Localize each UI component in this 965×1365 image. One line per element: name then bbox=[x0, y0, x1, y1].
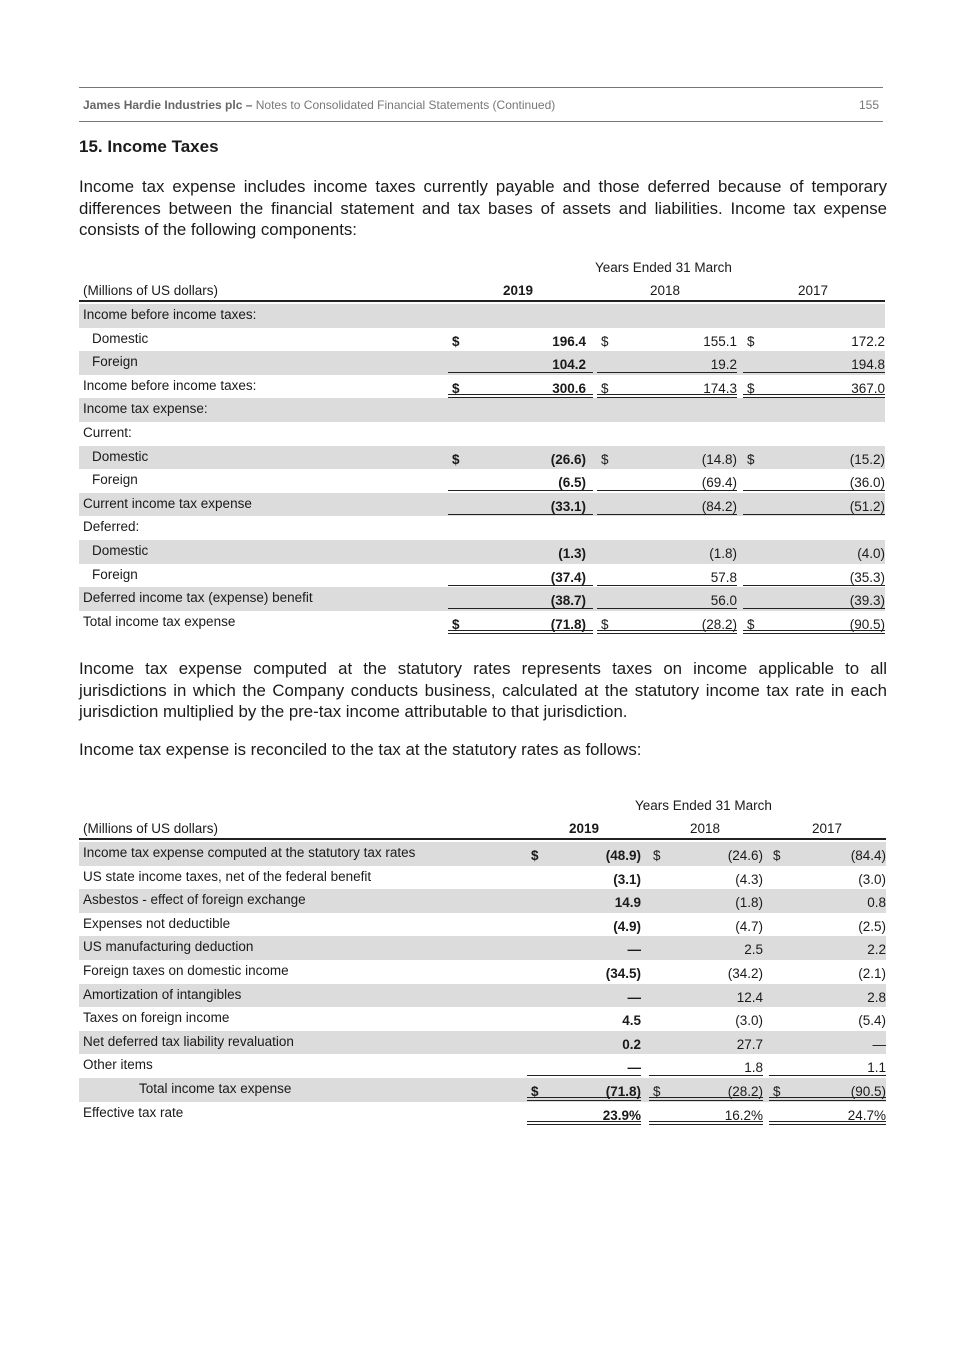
table-row bbox=[79, 493, 885, 517]
cell-value: (3.0) bbox=[858, 871, 886, 887]
year-header: 2019 bbox=[569, 821, 600, 836]
value-cell bbox=[743, 564, 885, 586]
value-cell bbox=[597, 351, 737, 373]
value-cell bbox=[527, 1078, 641, 1101]
value-cell bbox=[649, 984, 763, 1005]
row-label: Current: bbox=[83, 425, 132, 440]
value-cell bbox=[649, 1031, 763, 1052]
value-cell bbox=[527, 984, 641, 1005]
currency-symbol: $ bbox=[773, 1084, 781, 1099]
value-cell bbox=[597, 375, 737, 398]
row-label: Other items bbox=[83, 1057, 153, 1073]
cell-value: (90.5) bbox=[850, 1084, 886, 1099]
cell-value: 0.8 bbox=[867, 895, 886, 911]
row-label: Domestic bbox=[92, 543, 149, 558]
table-row bbox=[79, 304, 885, 328]
cell-value: 19.2 bbox=[710, 357, 737, 373]
table-row bbox=[79, 398, 885, 422]
row-label: Deferred: bbox=[83, 519, 140, 535]
value-cell bbox=[743, 351, 885, 373]
value-cell bbox=[527, 1102, 641, 1125]
period-label: Years Ended 31 March bbox=[595, 260, 732, 275]
cell-value: 194.8 bbox=[851, 357, 885, 373]
currency-symbol: $ bbox=[601, 451, 609, 467]
cell-value: 172.2 bbox=[851, 333, 885, 349]
cell-value: (28.2) bbox=[727, 1084, 763, 1099]
currency-symbol: $ bbox=[452, 333, 460, 349]
table-row bbox=[79, 984, 886, 1008]
table-row bbox=[79, 540, 885, 564]
value-cell bbox=[597, 493, 737, 515]
cell-value: 2.5 bbox=[744, 942, 763, 958]
currency-symbol: $ bbox=[452, 451, 460, 467]
value-cell bbox=[743, 540, 885, 561]
page-number: 155 bbox=[858, 98, 879, 112]
currency-symbol: $ bbox=[452, 616, 460, 632]
value-cell bbox=[743, 587, 885, 609]
value-cell bbox=[527, 1031, 641, 1052]
row-label: Taxes on foreign income bbox=[83, 1010, 230, 1026]
row-label: Expenses not deductible bbox=[83, 915, 231, 931]
row-label: Foreign bbox=[92, 354, 138, 370]
row-label: Income tax expense computed at the statutory tax rates bbox=[83, 845, 416, 860]
cell-value: — bbox=[627, 1060, 641, 1076]
table-row bbox=[79, 842, 886, 866]
year-header: 2018 bbox=[690, 821, 721, 836]
currency-symbol: $ bbox=[531, 1084, 539, 1099]
value-cell bbox=[597, 587, 737, 609]
row-label: Domestic bbox=[92, 330, 149, 346]
row-label: Foreign bbox=[92, 472, 138, 488]
table-row bbox=[79, 564, 885, 588]
value-cell bbox=[769, 960, 886, 981]
cell-value: (71.8) bbox=[550, 616, 586, 632]
cell-value: (71.8) bbox=[605, 1084, 641, 1099]
row-label: Asbestos - effect of foreign exchange bbox=[83, 892, 306, 908]
value-cell bbox=[448, 469, 593, 491]
cell-value: (84.4) bbox=[850, 848, 886, 863]
units-label: (Millions of US dollars) bbox=[83, 283, 219, 298]
header-company: James Hardie Industries plc – bbox=[83, 98, 253, 112]
value-cell bbox=[527, 936, 641, 957]
currency-symbol: $ bbox=[747, 616, 755, 632]
cell-value: (24.6) bbox=[727, 848, 763, 863]
row-label: US manufacturing deduction bbox=[83, 939, 254, 955]
cell-value: (35.3) bbox=[849, 569, 885, 585]
table-row bbox=[79, 469, 885, 493]
value-cell bbox=[769, 1054, 886, 1076]
table-row bbox=[79, 913, 886, 937]
row-label: Domestic bbox=[92, 448, 149, 464]
row-label: Total income tax expense bbox=[83, 613, 236, 629]
value-cell bbox=[649, 936, 763, 957]
row-label: Total income tax expense bbox=[139, 1081, 292, 1096]
cell-value: 174.3 bbox=[703, 380, 737, 396]
table-row bbox=[79, 1102, 886, 1126]
table-row bbox=[79, 516, 885, 540]
value-cell bbox=[597, 611, 737, 634]
value-cell bbox=[448, 540, 593, 561]
value-cell bbox=[527, 842, 641, 863]
value-cell bbox=[448, 587, 593, 609]
cell-value: (2.5) bbox=[858, 918, 886, 934]
cell-value: (15.2) bbox=[849, 451, 885, 467]
cell-value: 23.9% bbox=[602, 1107, 641, 1123]
currency-symbol: $ bbox=[601, 616, 609, 632]
column-header-row bbox=[79, 818, 886, 840]
currency-symbol: $ bbox=[531, 848, 539, 863]
cell-value: (3.0) bbox=[735, 1013, 763, 1029]
cell-value: (36.0) bbox=[849, 475, 885, 491]
table-row bbox=[79, 866, 886, 890]
cell-value: (84.2) bbox=[701, 498, 737, 514]
row-label: Net deferred tax liability revaluation bbox=[83, 1033, 294, 1049]
year-header: 2019 bbox=[503, 283, 534, 298]
value-cell bbox=[527, 913, 641, 934]
column-header-row bbox=[79, 280, 885, 302]
cell-value: 27.7 bbox=[736, 1036, 763, 1052]
cell-value: (33.1) bbox=[550, 498, 586, 514]
currency-symbol: $ bbox=[773, 848, 781, 863]
cell-value: (4.0) bbox=[857, 546, 885, 561]
cell-value: (4.7) bbox=[735, 918, 763, 934]
cell-value: 1.1 bbox=[867, 1060, 886, 1076]
cell-value: (4.3) bbox=[735, 871, 763, 887]
cell-value: 104.2 bbox=[552, 357, 586, 373]
value-cell bbox=[769, 984, 886, 1005]
year-header: 2017 bbox=[798, 283, 829, 298]
value-cell bbox=[597, 328, 737, 349]
value-cell bbox=[527, 866, 641, 887]
currency-symbol: $ bbox=[747, 451, 755, 467]
cell-value: 155.1 bbox=[703, 333, 737, 349]
cell-value: (38.7) bbox=[550, 593, 586, 609]
cell-value: 367.0 bbox=[851, 380, 885, 396]
cell-value: 2.2 bbox=[867, 942, 886, 958]
table-row bbox=[79, 375, 885, 399]
value-cell bbox=[649, 960, 763, 981]
value-cell bbox=[743, 611, 885, 634]
section-title: 15. Income Taxes bbox=[79, 137, 219, 156]
value-cell bbox=[649, 842, 763, 863]
cell-value: (26.6) bbox=[550, 451, 586, 467]
value-cell bbox=[448, 564, 593, 586]
row-label: Foreign taxes on domestic income bbox=[83, 963, 289, 978]
table-row bbox=[79, 587, 885, 611]
table-row bbox=[79, 1054, 886, 1078]
row-label: Current income tax expense bbox=[83, 495, 252, 511]
cell-value: — bbox=[627, 989, 641, 1005]
table-row bbox=[79, 960, 886, 984]
value-cell bbox=[649, 1007, 763, 1028]
cell-value: 196.4 bbox=[552, 333, 586, 349]
table-row bbox=[79, 936, 886, 960]
statutory-rate-paragraph: Income tax expense computed at the statutory rates represents taxes on income applicable to all jurisdictions in which the Company conducts business, calculated at the statutory income tax rate in each jurisdiction multiplied by the pre-tax income attributable to that jurisdiction. bbox=[79, 659, 887, 721]
value-cell bbox=[649, 866, 763, 887]
table-row bbox=[79, 1078, 886, 1102]
cell-value: (39.3) bbox=[849, 593, 885, 609]
reconciliation-intro: Income tax expense is reconciled to the tax at the statutory rates as follows: bbox=[79, 740, 642, 759]
cell-value: — bbox=[872, 1036, 886, 1052]
value-cell bbox=[527, 889, 641, 910]
cell-value: 12.4 bbox=[736, 989, 763, 1005]
value-cell bbox=[769, 889, 886, 910]
cell-value: 0.2 bbox=[622, 1036, 641, 1052]
cell-value: (1.8) bbox=[735, 895, 763, 911]
year-header: 2017 bbox=[812, 821, 843, 836]
cell-value: 2.8 bbox=[867, 989, 886, 1005]
table-row bbox=[79, 889, 886, 913]
value-cell bbox=[743, 375, 885, 398]
value-cell bbox=[448, 493, 593, 515]
cell-value: — bbox=[627, 942, 641, 958]
value-cell bbox=[649, 889, 763, 910]
value-cell bbox=[743, 493, 885, 515]
cell-value: (34.5) bbox=[605, 966, 641, 981]
value-cell bbox=[527, 960, 641, 981]
header-subtitle: Notes to Consolidated Financial Statements (Continued) bbox=[255, 98, 556, 112]
cell-value: (37.4) bbox=[550, 569, 586, 585]
cell-value: (34.2) bbox=[727, 966, 763, 981]
value-cell bbox=[649, 1078, 763, 1101]
intro-paragraph: Income tax expense includes income taxes currently payable and those deferred because of temporary differences between the financial statement and tax bases of assets and liabilities. Income tax expense consists of the following components: bbox=[79, 177, 887, 239]
currency-symbol: $ bbox=[601, 333, 609, 349]
currency-symbol: $ bbox=[747, 380, 755, 396]
currency-symbol: $ bbox=[653, 848, 661, 863]
running-header bbox=[79, 87, 883, 122]
value-cell bbox=[769, 1031, 886, 1052]
value-cell bbox=[743, 328, 885, 349]
row-label: Income before income taxes: bbox=[83, 307, 257, 322]
cell-value: (5.4) bbox=[858, 1013, 886, 1029]
value-cell bbox=[743, 469, 885, 491]
cell-value: 24.7% bbox=[847, 1107, 886, 1123]
cell-value: (90.5) bbox=[849, 616, 885, 632]
cell-value: 57.8 bbox=[710, 569, 737, 585]
cell-value: (28.2) bbox=[701, 616, 737, 632]
row-label: Deferred income tax (expense) benefit bbox=[83, 590, 313, 606]
table-row bbox=[79, 422, 885, 446]
cell-value: (1.3) bbox=[558, 546, 586, 561]
value-cell bbox=[448, 375, 593, 398]
row-label: Effective tax rate bbox=[83, 1104, 184, 1120]
row-label: Income tax expense: bbox=[83, 401, 208, 417]
value-cell bbox=[769, 913, 886, 934]
cell-value: (2.1) bbox=[858, 966, 886, 981]
value-cell bbox=[649, 1054, 763, 1076]
row-label: Income before income taxes: bbox=[83, 377, 257, 393]
cell-value: (3.1) bbox=[613, 871, 641, 887]
table-row bbox=[79, 446, 885, 470]
currency-symbol: $ bbox=[747, 333, 755, 349]
period-label: Years Ended 31 March bbox=[635, 798, 772, 813]
value-cell bbox=[448, 611, 593, 634]
cell-value: (1.8) bbox=[709, 546, 737, 561]
value-cell bbox=[448, 328, 593, 349]
value-cell bbox=[743, 446, 885, 467]
table-row bbox=[79, 351, 885, 375]
cell-value: 4.5 bbox=[622, 1013, 641, 1029]
year-header: 2018 bbox=[650, 283, 681, 298]
header-title bbox=[83, 98, 555, 112]
cell-value: 300.6 bbox=[552, 380, 586, 396]
table-row bbox=[79, 611, 885, 635]
value-cell bbox=[649, 913, 763, 934]
currency-symbol: $ bbox=[601, 380, 609, 396]
cell-value: 56.0 bbox=[710, 593, 737, 609]
table-row bbox=[79, 1007, 886, 1031]
value-cell bbox=[597, 446, 737, 467]
value-cell bbox=[597, 564, 737, 586]
value-cell bbox=[527, 1054, 641, 1076]
value-cell bbox=[769, 1007, 886, 1028]
value-cell bbox=[448, 446, 593, 467]
row-label: Foreign bbox=[92, 566, 138, 582]
value-cell bbox=[769, 936, 886, 957]
value-cell bbox=[769, 1102, 886, 1125]
cell-value: (14.8) bbox=[701, 451, 737, 467]
row-label: US state income taxes, net of the federal benefit bbox=[83, 868, 372, 884]
value-cell bbox=[448, 351, 593, 373]
cell-value: (51.2) bbox=[849, 498, 885, 514]
currency-symbol: $ bbox=[653, 1084, 661, 1099]
cell-value: (48.9) bbox=[605, 848, 641, 863]
cell-value: 16.2% bbox=[724, 1107, 763, 1123]
currency-symbol: $ bbox=[452, 380, 460, 396]
cell-value: (6.5) bbox=[558, 475, 586, 491]
value-cell bbox=[769, 1078, 886, 1101]
units-label: (Millions of US dollars) bbox=[83, 821, 219, 836]
table-row bbox=[79, 328, 885, 352]
value-cell bbox=[769, 842, 886, 863]
value-cell bbox=[649, 1102, 763, 1125]
table-row bbox=[79, 1031, 886, 1055]
cell-value: 14.9 bbox=[614, 895, 641, 911]
cell-value: 1.8 bbox=[744, 1060, 763, 1076]
value-cell bbox=[769, 866, 886, 887]
row-label: Amortization of intangibles bbox=[83, 986, 242, 1002]
value-cell bbox=[597, 469, 737, 491]
cell-value: (4.9) bbox=[613, 918, 641, 934]
value-cell bbox=[527, 1007, 641, 1028]
value-cell bbox=[597, 540, 737, 561]
cell-value: (69.4) bbox=[701, 475, 737, 491]
